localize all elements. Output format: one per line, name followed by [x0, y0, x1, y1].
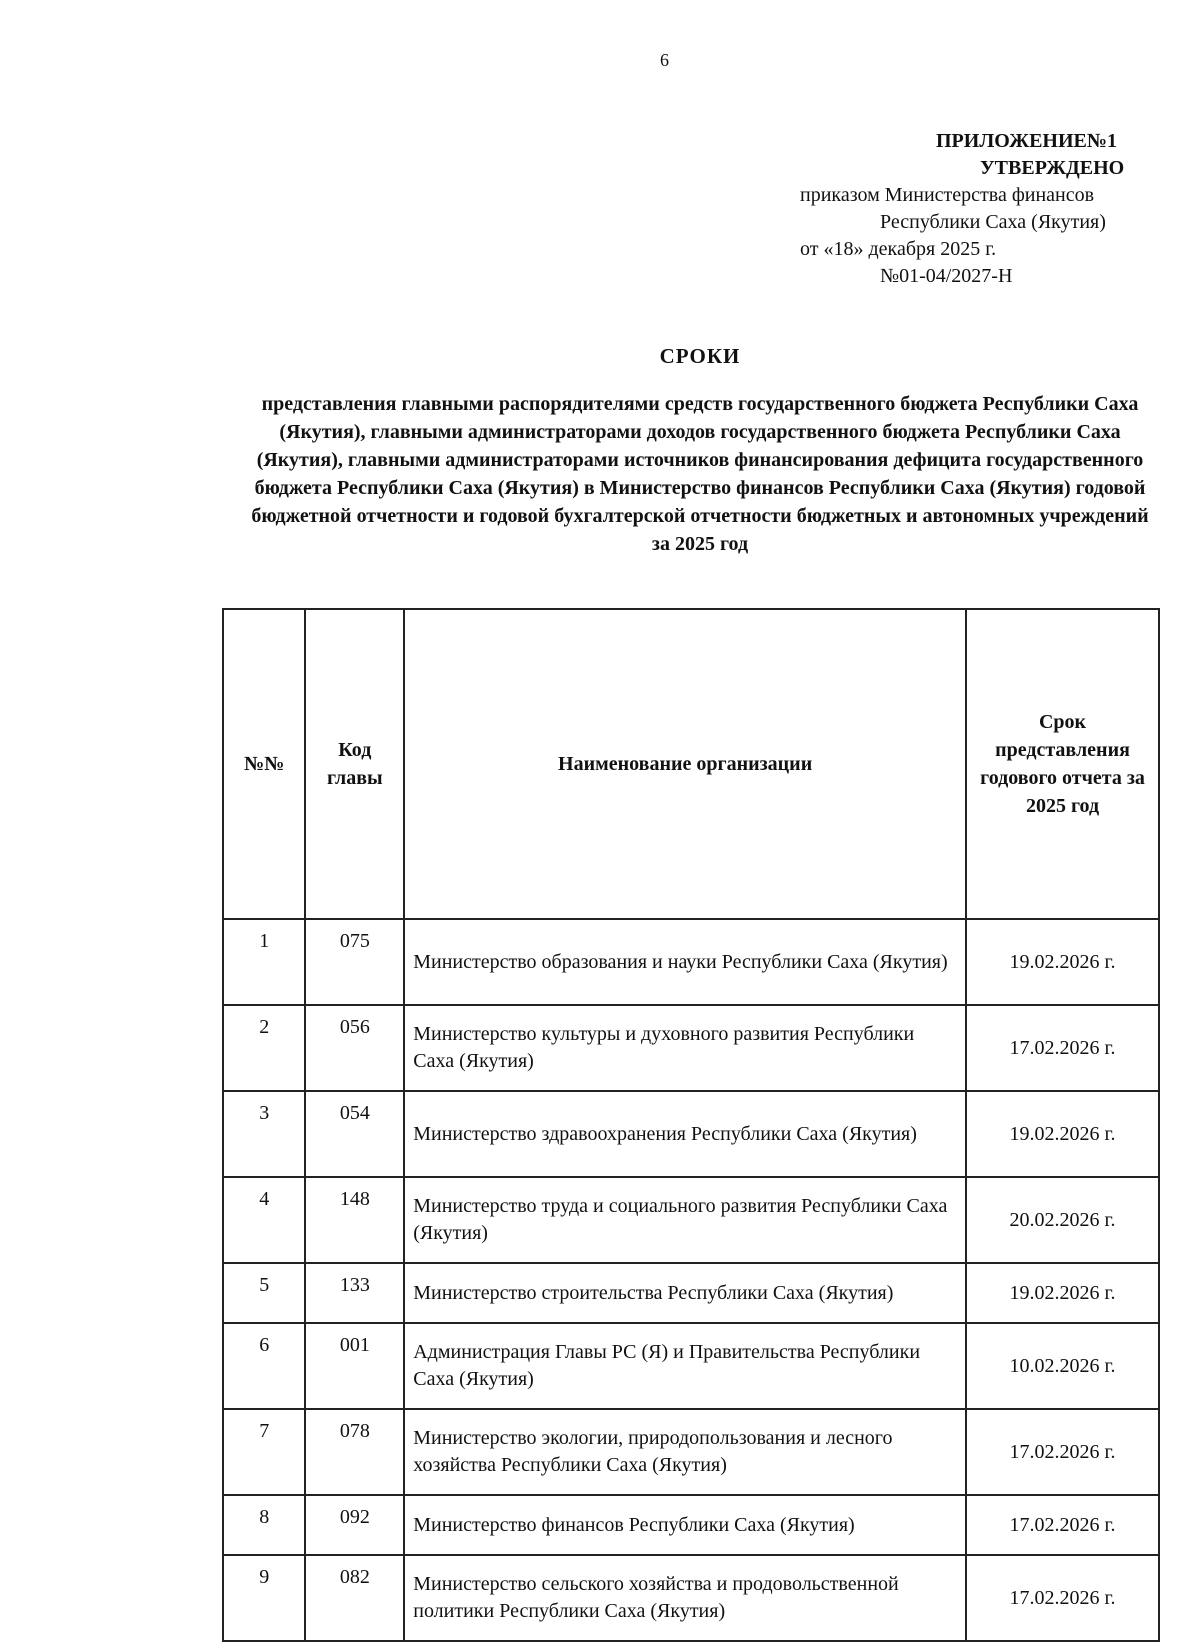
row-date: 17.02.2026 г. [966, 1005, 1159, 1091]
approval-republic-line: Республики Саха (Якутия) [880, 211, 1106, 233]
row-code: 056 [305, 1005, 404, 1091]
table-row [223, 1323, 1159, 1409]
row-date: 20.02.2026 г. [966, 1177, 1159, 1263]
row-num: 7 [223, 1409, 305, 1495]
row-num: 3 [223, 1091, 305, 1177]
document-title: СРОКИ [659, 344, 741, 368]
row-date: 17.02.2026 г. [966, 1495, 1159, 1555]
row-num: 6 [223, 1323, 305, 1409]
row-num: 5 [223, 1263, 305, 1323]
row-name: Министерство труда и социального развития Республики Саха (Якутия) [404, 1177, 966, 1263]
table-row [223, 1409, 1159, 1495]
table-row [223, 1263, 1159, 1323]
header-name: Наименование организации [404, 609, 966, 919]
row-date: 10.02.2026 г. [966, 1323, 1159, 1409]
approval-block [780, 128, 1160, 290]
row-num: 4 [223, 1177, 305, 1263]
row-name: Министерство культуры и духовного развития Республики Саха (Якутия) [404, 1005, 966, 1091]
row-code: 148 [305, 1177, 404, 1263]
approval-date-line: от «18» декабря 2025 г. [800, 238, 997, 260]
document-subtitle: представления главными распорядителями средств государственного бюджета Республики Саха (Якутия), главными администраторами доходов государственного бюджета Республики Саха (Якутия), главными администраторами источников финансирования дефицита государственного бюджета Республики Саха (Якутия) в Министерство финансов Республики Саха (Якутия) годовой бюджетной отчетности и годовой бухгалтерской отчетности бюджетных и автономных учреждений за 2025 год [251, 393, 1149, 555]
row-num: 1 [223, 919, 305, 1005]
header-deadline: Срок представления годового отчета за 2025 год [966, 609, 1159, 919]
row-date: 19.02.2026 г. [966, 1091, 1159, 1177]
table-row [223, 1495, 1159, 1555]
row-num: 2 [223, 1005, 305, 1091]
row-name: Министерство строительства Республики Саха (Якутия) [404, 1263, 966, 1323]
row-name: Министерство финансов Республики Саха (Якутия) [404, 1495, 966, 1555]
header-code: Код главы [305, 609, 404, 919]
row-name: Министерство экологии, природопользования и лесного хозяйства Республики Саха (Якутия) [404, 1409, 966, 1495]
row-code: 001 [305, 1323, 404, 1409]
table-row [223, 919, 1159, 1005]
row-name: Министерство здравоохранения Республики Саха (Якутия) [404, 1091, 966, 1177]
deadlines-table [222, 608, 1160, 1642]
approval-number-line: №01-04/2027-Н [880, 265, 1013, 287]
row-num: 9 [223, 1555, 305, 1641]
row-num: 8 [223, 1495, 305, 1555]
table-header-row [223, 609, 1159, 919]
row-date: 19.02.2026 г. [966, 919, 1159, 1005]
approved-label: УТВЕРЖДЕНО [980, 157, 1125, 179]
row-date: 19.02.2026 г. [966, 1263, 1159, 1323]
header-num: №№ [223, 609, 305, 919]
table-row [223, 1177, 1159, 1263]
appendix-label: ПРИЛОЖЕНИЕ№1 [936, 130, 1117, 152]
table-row [223, 1555, 1159, 1641]
row-date: 17.02.2026 г. [966, 1409, 1159, 1495]
row-code: 075 [305, 919, 404, 1005]
table-row [223, 1091, 1159, 1177]
row-name: Министерство сельского хозяйства и продовольственной политики Республики Саха (Якутия) [404, 1555, 966, 1641]
table-row [223, 1005, 1159, 1091]
row-code: 092 [305, 1495, 404, 1555]
row-code: 078 [305, 1409, 404, 1495]
approval-order-line: приказом Министерства финансов [800, 184, 1095, 206]
row-code: 054 [305, 1091, 404, 1177]
row-date: 17.02.2026 г. [966, 1555, 1159, 1641]
row-code: 082 [305, 1555, 404, 1641]
row-code: 133 [305, 1263, 404, 1323]
row-name: Министерство образования и науки Республики Саха (Якутия) [404, 919, 966, 1005]
row-name: Администрация Главы РС (Я) и Правительства Республики Саха (Якутия) [404, 1323, 966, 1409]
page-number: 6 [660, 50, 669, 70]
